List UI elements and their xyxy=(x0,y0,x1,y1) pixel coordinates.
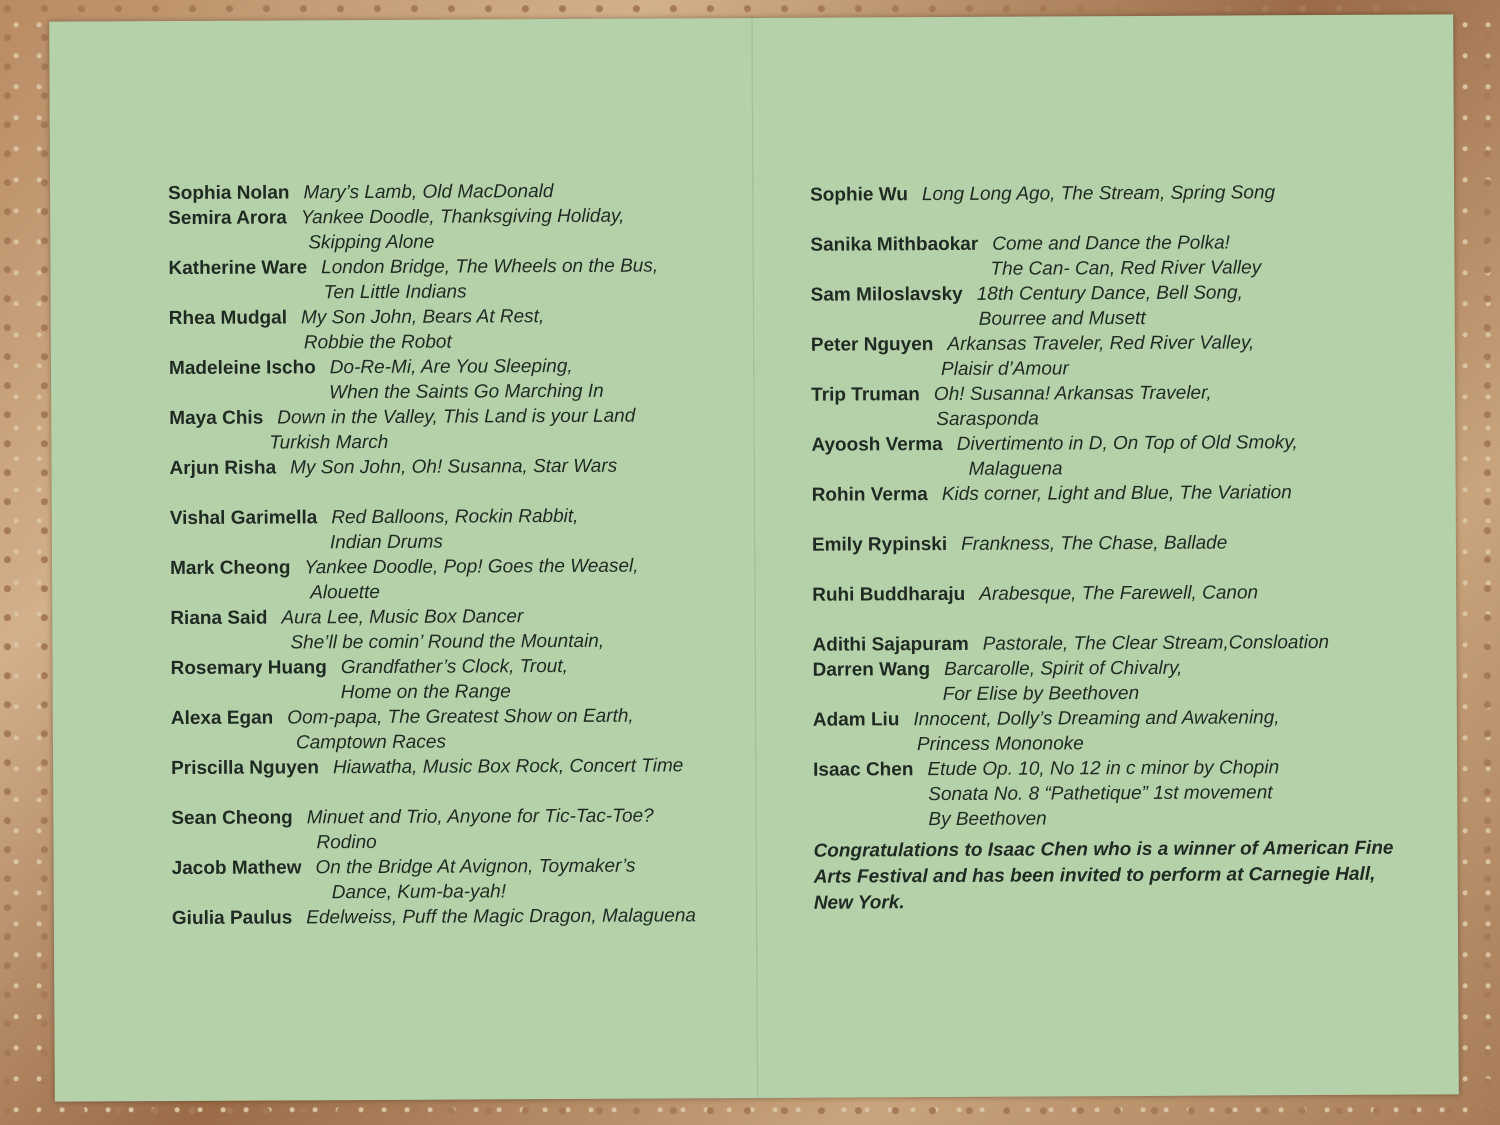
performer-entry xyxy=(811,430,1411,483)
performer-name: Rhea Mudgal xyxy=(168,307,288,330)
performer-entry xyxy=(810,180,1410,208)
piece-list: Red Balloons, Rockin Rabbit, xyxy=(331,505,579,529)
performer-entry xyxy=(812,580,1412,608)
piece-list: Arkansas Traveler, Red River Valley, xyxy=(947,332,1255,355)
performer-name: Madeleine Ischo xyxy=(168,357,316,380)
performer-entry xyxy=(813,655,1413,708)
piece-list-continued: When the Saints Go Marching In xyxy=(329,380,604,404)
piece-list: Come and Dance the Polka! xyxy=(992,232,1230,255)
performer-entry xyxy=(171,753,731,781)
performer-name: Trip Truman xyxy=(811,384,920,406)
performer-entry xyxy=(168,203,728,256)
performer-entry xyxy=(170,503,730,556)
performer-name: Sean Cheong xyxy=(171,807,293,830)
piece-list: London Bridge, The Wheels on the Bus, xyxy=(321,255,659,279)
piece-list-continued: By Beethoven xyxy=(928,808,1047,831)
program-sheet xyxy=(49,14,1459,1101)
performer-entry xyxy=(172,853,732,906)
performer-name: Ruhi Buddharaju xyxy=(812,583,966,606)
performer-name: Ayoosh Verma xyxy=(811,434,943,456)
right-column xyxy=(810,180,1414,917)
performer-name: Maya Chis xyxy=(169,407,264,430)
piece-list-continued: The Can- Can, Red River Valley xyxy=(990,257,1262,280)
piece-list: Mary’s Lamb, Old MacDonald xyxy=(303,181,554,204)
performer-entry xyxy=(169,353,729,406)
left-column xyxy=(168,178,732,931)
piece-list-continued: For Elise by Beethoven xyxy=(942,682,1140,706)
piece-list-continued: Malaguena xyxy=(968,458,1063,480)
performer-entry xyxy=(169,403,729,456)
performer-entry xyxy=(170,603,730,656)
performer-name: Mark Cheong xyxy=(169,557,291,580)
performer-name: Sanika Mithbaokar xyxy=(810,233,979,256)
piece-list: Oom-papa, The Greatest Show on Earth, xyxy=(287,705,634,729)
piece-list: Edelweiss, Puff the Magic Dragon, Malaguena xyxy=(306,905,697,929)
performer-name: Emily Rypinski xyxy=(811,533,948,556)
piece-list: Hiawatha, Music Box Rock, Concert Time xyxy=(332,755,684,779)
piece-list-continued: Sarasponda xyxy=(936,408,1039,431)
performer-name: Katherine Ware xyxy=(168,257,308,280)
piece-list: Etude Op. 10, No 12 in c minor by Chopin xyxy=(927,757,1280,781)
piece-list-continued: Skipping Alone xyxy=(308,231,435,254)
piece-list-continued: Indian Drums xyxy=(329,531,443,554)
piece-list-continued: Camptown Races xyxy=(295,731,446,754)
performer-entry xyxy=(172,903,732,931)
piece-list: My Son John, Oh! Susanna, Star Wars xyxy=(290,455,618,479)
performer-entry xyxy=(811,380,1411,433)
piece-list-continued: Turkish March xyxy=(269,431,389,454)
piece-list-continued: Bourree and Musett xyxy=(978,307,1146,330)
piece-list: Oh! Susanna! Arkansas Traveler, xyxy=(933,382,1212,406)
piece-list: Down in the Valley, This Land is your Land xyxy=(277,405,636,429)
piece-list: Long Long Ago, The Stream, Spring Song xyxy=(921,182,1276,206)
piece-list: Arabesque, The Farewell, Canon xyxy=(979,582,1259,605)
piece-list: Aura Lee, Music Box Dancer xyxy=(281,606,524,629)
performer-name: Adithi Sajapuram xyxy=(812,633,969,656)
piece-list: Frankness, The Chase, Ballade xyxy=(961,532,1228,555)
performer-name: Vishal Garimella xyxy=(169,507,318,530)
performer-entry xyxy=(169,453,729,481)
piece-list-continued: Dance, Kum-ba-yah! xyxy=(331,881,507,904)
performer-name: Isaac Chen xyxy=(813,759,914,781)
piece-list: Barcarolle, Spirit of Chivalry, xyxy=(944,657,1183,681)
piece-list-continued: Princess Mononoke xyxy=(916,733,1084,756)
performer-name: Sophia Nolan xyxy=(168,182,290,205)
performer-name: Alexa Egan xyxy=(170,707,274,730)
performer-name: Sam Miloslavsky xyxy=(810,283,963,306)
piece-list: Grandfather’s Clock, Trout, xyxy=(340,655,568,679)
performer-name: Riana Said xyxy=(170,607,268,630)
performer-entry xyxy=(171,703,731,756)
piece-list-continued: Home on the Range xyxy=(340,681,511,704)
piece-list-continued: Sonata No. 8 “Pathetique” 1st movement xyxy=(928,782,1273,806)
piece-list: Divertimento in D, On Top of Old Smoky, xyxy=(956,432,1298,455)
piece-list: Yankee Doodle, Pop! Goes the Weasel, xyxy=(304,555,639,579)
performer-entry xyxy=(811,280,1411,333)
piece-list-continued: Alouette xyxy=(310,581,380,604)
performer-name: Darren Wang xyxy=(812,659,931,681)
piece-list: Do-Re-Mi, Are You Sleeping, xyxy=(329,355,573,379)
piece-list: Pastorale, The Clear Stream,Consloation xyxy=(982,631,1330,655)
performer-name: Peter Nguyen xyxy=(810,334,934,356)
performer-name: Semira Arora xyxy=(168,207,287,230)
piece-list-continued: Robbie the Robot xyxy=(303,331,452,354)
performer-name: Priscilla Nguyen xyxy=(171,757,319,780)
performer-entry xyxy=(171,803,731,856)
performer-name: Rohin Verma xyxy=(811,484,928,506)
piece-list-continued: Rodino xyxy=(316,831,377,854)
piece-list: My Son John, Bears At Rest, xyxy=(300,306,545,329)
performer-entry xyxy=(810,230,1410,283)
piece-list-continued: Ten Little Indians xyxy=(323,281,467,304)
performer-entry xyxy=(813,705,1413,758)
piece-list: Innocent, Dolly’s Dreaming and Awakening, xyxy=(913,707,1280,731)
performer-name: Adam Liu xyxy=(812,709,900,731)
performer-entry xyxy=(169,303,729,356)
performer-entry xyxy=(813,755,1413,833)
piece-list: 18th Century Dance, Bell Song, xyxy=(976,282,1243,305)
performer-name: Rosemary Huang xyxy=(170,657,327,680)
congratulations-note: Congratulations to Isaac Chen who is a winner of American Fine Arts Festival and has been invited to perform at Carnegie Hall, New York. xyxy=(813,837,1394,914)
piece-list-continued: She’ll be comin’ Round the Mountain, xyxy=(290,630,605,654)
piece-list-continued: Plaisir d’Amour xyxy=(940,358,1069,381)
performer-name: Jacob Mathew xyxy=(171,857,302,880)
piece-list: On the Bridge At Avignon, Toymaker’s xyxy=(315,855,636,879)
performer-entry xyxy=(811,330,1411,383)
piece-list: Kids corner, Light and Blue, The Variation xyxy=(941,482,1292,506)
performer-entry xyxy=(171,653,731,706)
performer-name: Sophie Wu xyxy=(810,184,908,206)
performer-entry xyxy=(812,530,1412,558)
performer-name: Arjun Risha xyxy=(169,457,277,480)
piece-list: Minuet and Trio, Anyone for Tic-Tac-Toe? xyxy=(306,805,654,829)
performer-name: Giulia Paulus xyxy=(171,907,293,930)
performer-entry xyxy=(170,553,730,606)
performer-entry xyxy=(812,480,1412,508)
performer-entry xyxy=(812,630,1412,658)
performer-entry xyxy=(168,178,728,206)
performer-entry xyxy=(168,253,728,306)
piece-list: Yankee Doodle, Thanksgiving Holiday, xyxy=(300,205,625,229)
